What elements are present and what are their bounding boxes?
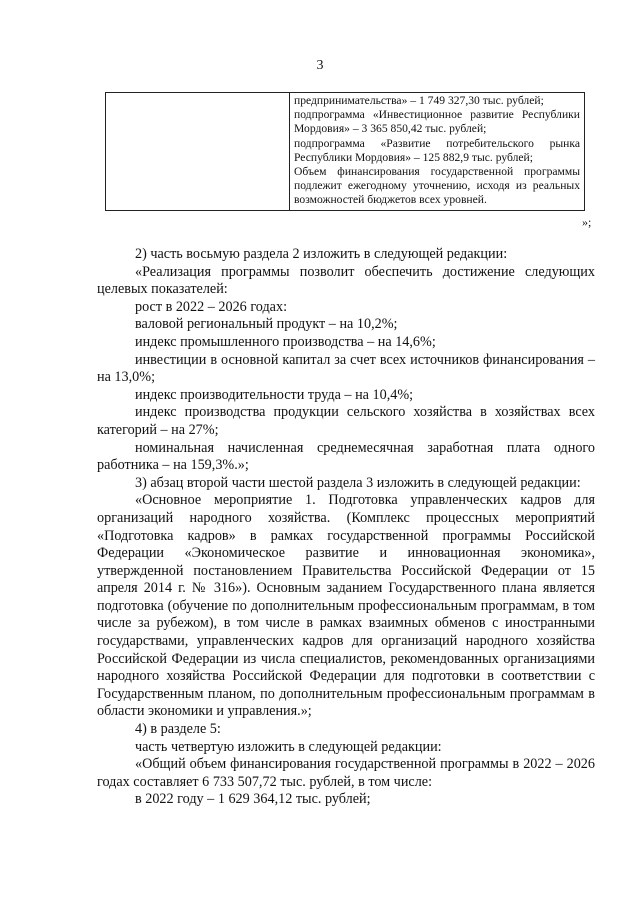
table-left-cell xyxy=(106,93,290,211)
table-text-line: подпрограмма «Развитие потребительского рынка Республики Мордовия» – 125 882,9 тыс. рублей; xyxy=(294,136,580,164)
paragraph: часть четвертую изложить в следующей редакции: xyxy=(135,738,442,755)
paragraph: 3) абзац второй части шестой раздела 3 изложить в следующей редакции: xyxy=(135,474,581,491)
paragraph: номинальная начисленная среднемесячная заработная плата одного работника – на 159,3%.»; xyxy=(97,439,595,474)
paragraph: «Реализация программы позволит обеспечить достижение следующих целевых показателей: xyxy=(97,263,595,298)
table-closing-quote: »; xyxy=(582,215,592,229)
paragraph: индекс промышленного производства – на 14,6%; xyxy=(135,333,436,350)
paragraph: валовой региональный продукт – на 10,2%; xyxy=(135,316,398,333)
paragraph: 4) в разделе 5: xyxy=(135,721,221,738)
paragraph: индекс производства продукции сельского хозяйства в хозяйствах всех категорий – на 27%; xyxy=(97,404,595,438)
table-text-line: Объем финансирования государственной программы подлежит ежегодному уточнению, исходя из реальных возможностей бюджетов всех уровней. xyxy=(294,165,580,207)
paragraph: 2) часть восьмую раздела 2 изложить в следующей редакции: xyxy=(135,246,508,262)
paragraph: «Общий объем финансирования государственной программы в 2022 – 2026 годах составляет 6 733 507,72 тыс. рублей, в том числе: xyxy=(97,756,595,790)
table-right-cell xyxy=(290,93,585,211)
passport-table-continuation xyxy=(105,92,585,211)
paragraph: «Основное мероприятие 1. Подготовка управленческих кадров для организаций народного хозяйства. (Комплекс процессных мероприятий «Подготовка кадров» в рамках государственной программы Российской Федерации «Экономическое развитие и инновационная экономика», утвержденной постановлением Правительства Российской Федерации от 15 апреля 2014 г. № 316»). Основным заданием Государственного плана является подготовка (обучение по дополнительным профессиональным программам, в том числе за рубежом), в том числе в рамках взаимных обменов с иностранными государствами, управленческих кадров для организаций народного хозяйства Российской Федерации из числа специалистов, рекомендованных организациями народного хозяйства Российской Федерации для подготовки в соответствии с Государственным планом, по дополнительным профессиональным программам в области экономики и управления.»; xyxy=(97,492,595,720)
paragraph: инвестиции в основной капитал за счет всех источников финансирования – на 13,0%; xyxy=(97,351,595,386)
page-number: 3 xyxy=(316,58,324,73)
table-row xyxy=(106,93,585,211)
paragraph: в 2022 году – 1 629 364,12 тыс. рублей; xyxy=(135,791,371,808)
paragraph: рост в 2022 – 2026 годах: xyxy=(135,298,288,315)
paragraph: индекс производительности труда – на 10,4%; xyxy=(135,386,414,403)
document-body xyxy=(97,246,595,809)
table-text-line: предпринимательства» – 1 749 327,30 тыс. рублей; xyxy=(294,94,544,107)
table-text-line: подпрограмма «Инвестиционное развитие Республики Мордовия» – 3 365 850,42 тыс. рублей; xyxy=(294,108,580,136)
